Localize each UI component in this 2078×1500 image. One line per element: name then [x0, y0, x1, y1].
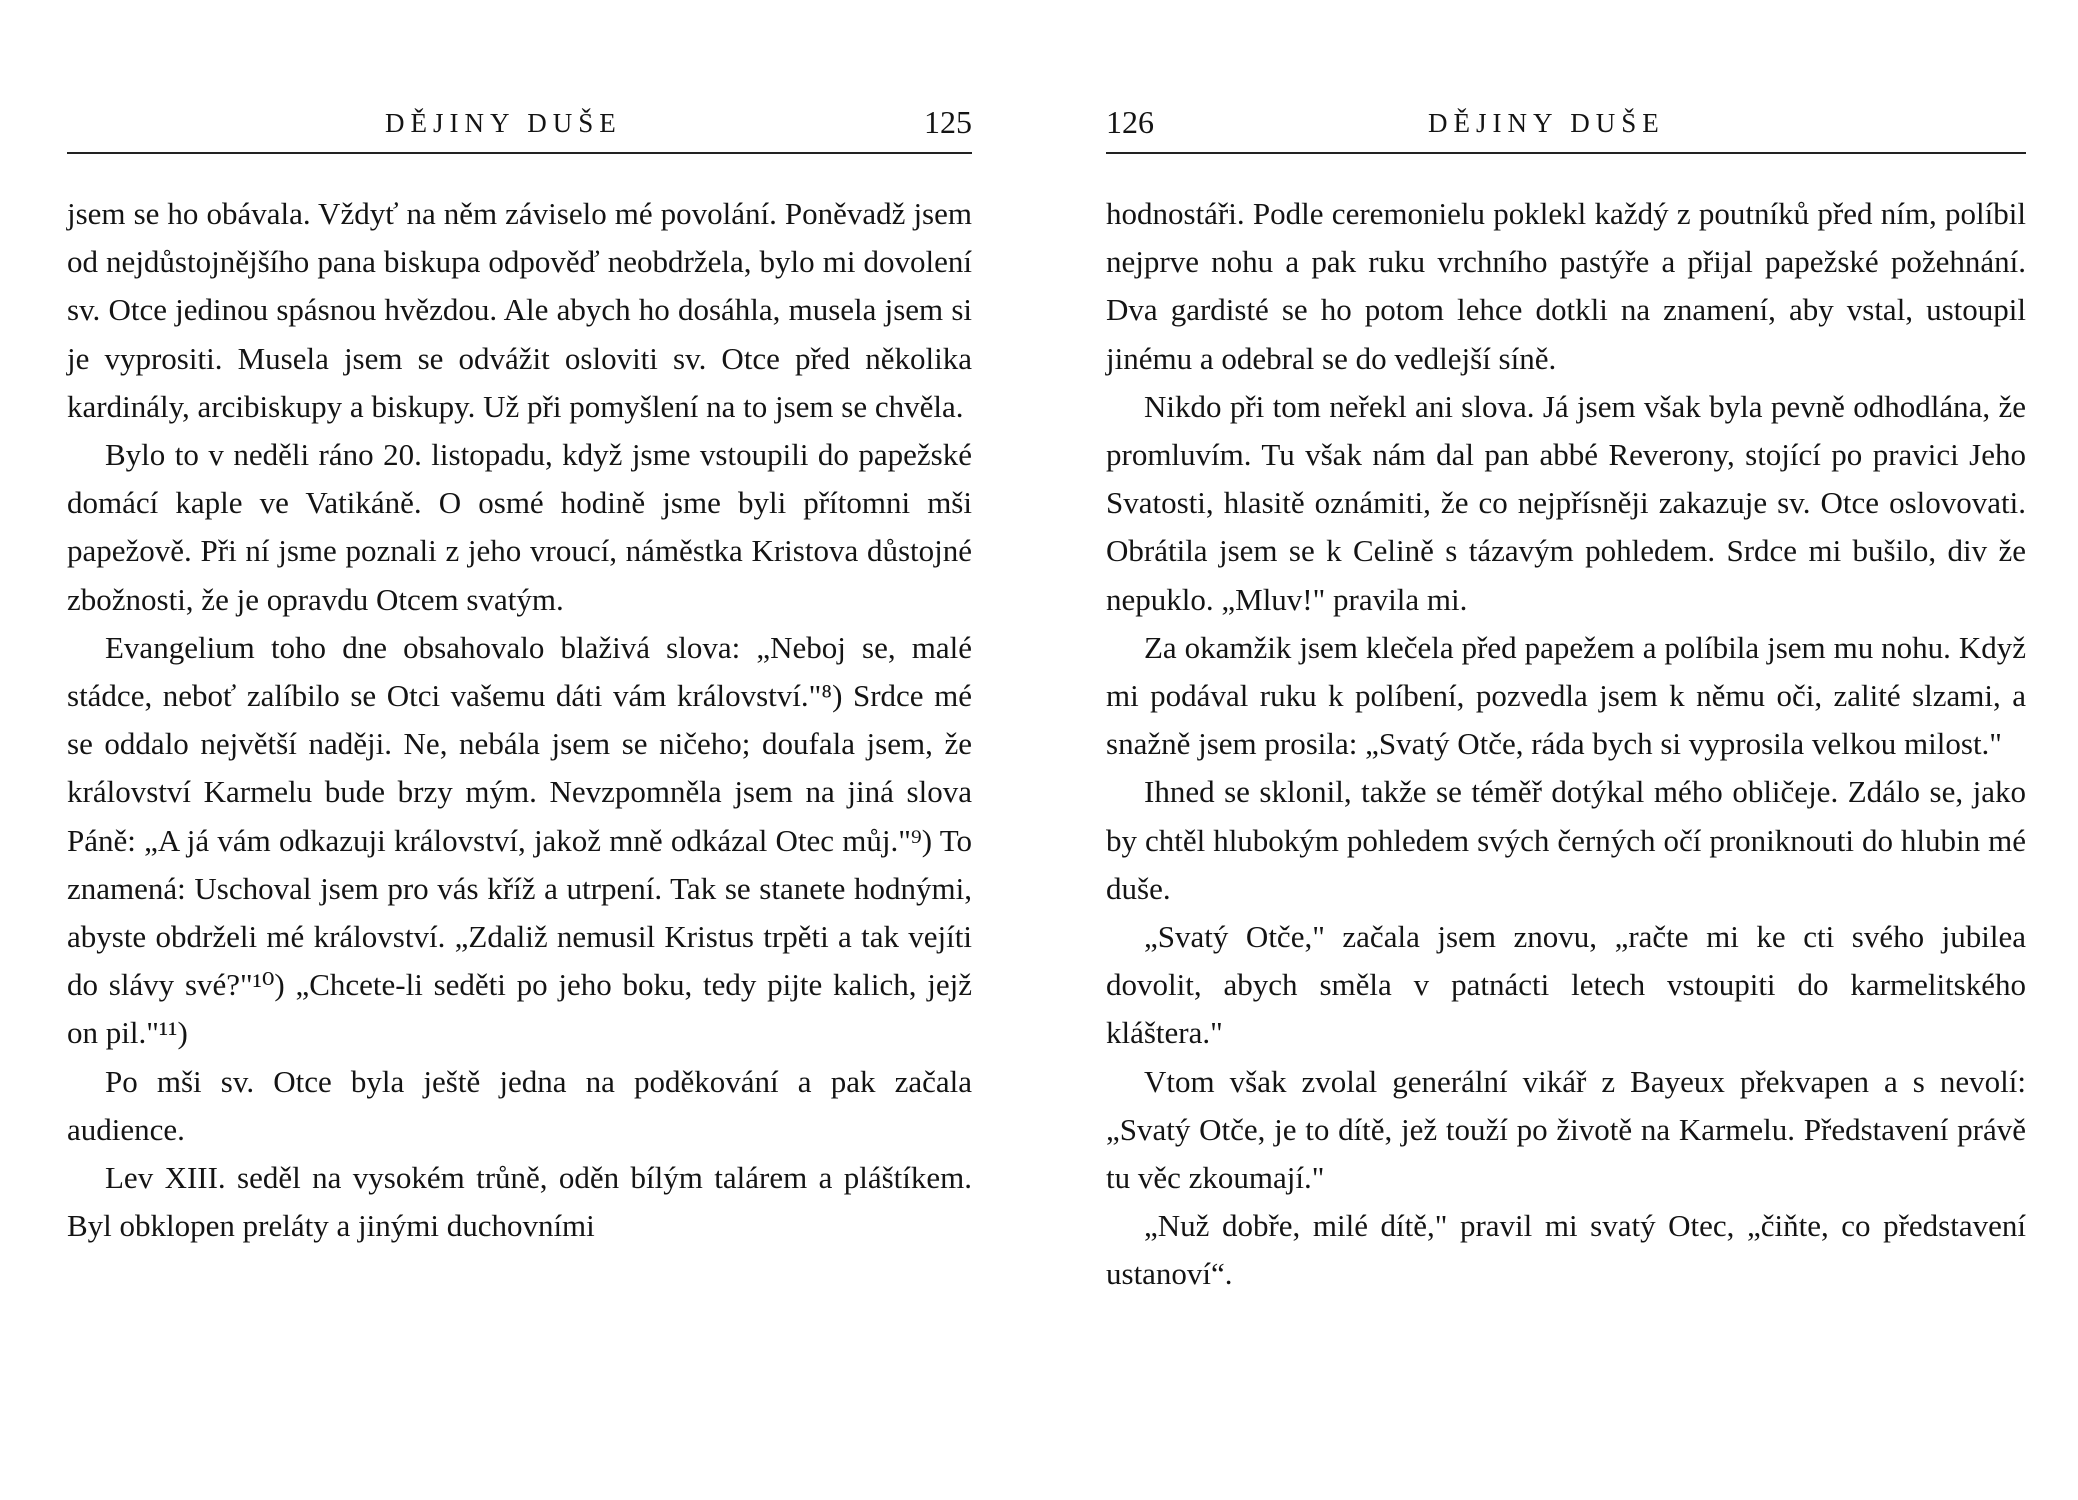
page-number: 125 [924, 104, 972, 140]
paragraph: Bylo to v neděli ráno 20. listopadu, když jsme vstoupili do papežské domácí kaple ve Vatikáně. O osmé hodině jsme byli přítomni mši papežově. Při ní jsme poznali z jeho vroucí, náměstka Kristova důstojné zbožnosti, že je opravdu Otcem svatým. [67, 437, 972, 617]
header-rule [67, 152, 972, 154]
body-text [67, 190, 972, 1250]
paragraph: Vtom však zvolal generální vikář z Bayeux překvapen a s nevolí: „Svatý Otče, je to dítě, jež touží po životě na Karmelu. Představení právě tu věc zkoumají." [1106, 1063, 2026, 1196]
paragraph: jsem se ho obávala. Vždyť na něm záviselo mé povolání. Poněvadž jsem od nejdůstojnějšího pana biskupa odpověď neobdržela, bylo mi dovolení sv. Otce jedinou spásnou hvězdou. Ale abych ho dosáhla, musela jsem si je vyprositi. Musela jsem se odvážit osloviti sv. Otce před několika kardinály, arcibiskupy a biskupy. Už při pomyšlení na to jsem se chvěla. [67, 196, 972, 424]
paragraph: Ihned se sklonil, takže se téměř dotýkal mého obličeje. Zdálo se, jako by chtěl hlubokým pohledem svých černých očí proniknouti do hlubin mé duše. [1106, 774, 2026, 906]
paragraph: Lev XIII. seděl na vysokém trůně, oděn bílým talárem a pláštíkem. Byl obklopen preláty a jinými duchovními [67, 1160, 972, 1244]
running-head [67, 104, 972, 148]
paragraph: Za okamžik jsem klečela před papežem a políbila jsem mu nohu. Když mi podával ruku k políbení, pozvedla jsem k němu oči, zalité slzami, a snažně jsem prosila: „Svatý Otče, ráda bych si vyprosila velkou milost." [1106, 629, 2026, 762]
paragraph: „Nuž dobře, milé dítě," pravil mi svatý Otec, „čiňte, co představení ustanoví“. [1106, 1208, 2026, 1292]
paragraph: Nikdo při tom neřekl ani slova. Já jsem však byla pevně odhodlána, že promluvím. Tu však nám dal pan abbé Reverony, stojící po pravici Jeho Svatosti, hlasitě oznámiti, že co nejpřísněji zakazuje sv. Otce oslovovati. Obrátila jsem se k Celině s tázavým pohledem. Srdce mi bušilo, div že nepuklo. „Mluv!" pravila mi. [1106, 388, 2026, 617]
paragraph: hodnostáři. Podle ceremonielu poklekl každý z poutníků před ním, políbil nejprve nohu a pak ruku vrchního pastýře a přijal papežské požehnání. Dva gardisté se ho potom lehce dotkli na znamení, aby vstal, ustoupil jinému a odebral se do vedlejší síně. [1106, 196, 2026, 376]
running-head [1106, 104, 2026, 148]
body-text [1106, 190, 2026, 1299]
paragraph: Evangelium toho dne obsahovalo blaživá slova: „Neboj se, malé stádce, neboť zalíbilo se Otci vašemu dáti vám království."⁸) Srdce mé se oddalo největší naději. Ne, nebála jsem se ničeho; doufala jsem, že království Karmelu bude brzy mým. Nevzpomněla jsem na jiná slova Páně: „A já vám odkazuji království, jakož mně odkázal Otec můj."⁹) To znamená: Uschoval jsem pro vás kříž a utrpení. Tak se stanete hodnými, abyste obdrželi mé království. „Zdaliž nemusil Kristus trpěti a tak vejíti do slávy své?"¹⁰) „Chcete-li seděti po jeho boku, tedy pijte kalich, jejž on pil."¹¹) [67, 629, 972, 1051]
running-head-title: DĚJINY DUŠE [1428, 108, 1665, 138]
paragraph: Po mši sv. Otce byla ještě jedna na poděkování a pak začala audience. [67, 1063, 972, 1147]
running-head-title: DĚJINY DUŠE [385, 108, 622, 138]
header-rule [1106, 152, 2026, 154]
page-number: 126 [1106, 104, 1154, 140]
paragraph: „Svatý Otče," začala jsem znovu, „račte mi ke cti svého jubilea dovolit, abych směla v patnácti letech vstoupiti do karmelitského kláštera." [1106, 919, 2026, 1051]
